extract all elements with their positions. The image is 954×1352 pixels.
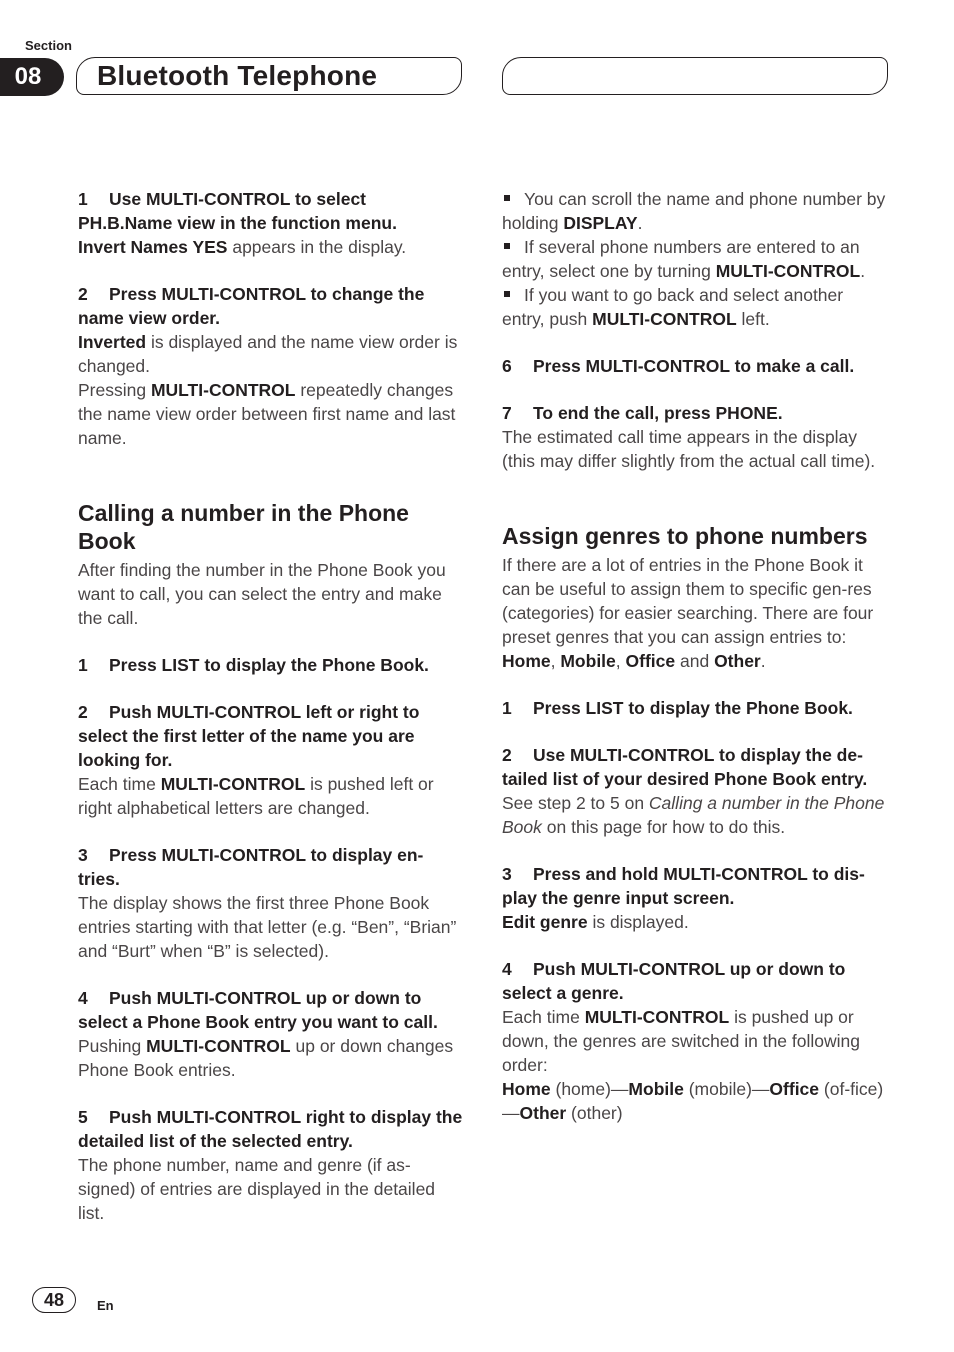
note-bullet-2: If several phone numbers are entered to an entry, select one by turning MULTI-CONTROL. xyxy=(502,237,866,281)
note-bullet-3: If you want to go back and select another entry, push MULTI-CONTROL left. xyxy=(502,285,844,329)
step-2-body: Inverted is displayed and the name view order is changed. xyxy=(78,332,458,376)
assign-intro: If there are a lot of entries in the Phone Book it can be useful to assign them to specific gen-res (categories) for easier searching. There are four preset genres that you can assign entries to: Home, Mobile, Office and Other. xyxy=(502,555,874,671)
heading-assign: Assign genres to phone numbers xyxy=(502,523,868,549)
page-title: Bluetooth Telephone xyxy=(76,57,462,95)
calling-step-4-body: Pushing MULTI-CONTROL up or down changes Phone Book entries. xyxy=(78,1036,454,1080)
section-number-badge: 08 xyxy=(0,58,64,96)
calling-step-5-heading: 5 Push MULTI-CONTROL right to display the detailed list of the selected entry. xyxy=(78,1107,463,1151)
note-bullet-1: You can scroll the name and phone number by holding DISPLAY. xyxy=(502,189,886,233)
assign-step-4-heading: 4 Push MULTI-CONTROL up or down to select a genre. xyxy=(502,959,846,1003)
calling-step-3-body: The display shows the first three Phone Book entries starting with that letter (e.g. “Ben”, “Brian” and “Burt” when “B” is selected). xyxy=(78,893,457,961)
left-column xyxy=(78,187,464,1225)
header-blank-box xyxy=(502,57,888,95)
calling-step-7-body: The estimated call time appears in the display (this may differ slightly from the actual call time). xyxy=(502,427,876,471)
step-1-body: Invert Names YES appears in the display. xyxy=(78,237,407,257)
assign-step-2-body: See step 2 to 5 on Calling a number in the Phone Book on this page for how to do this. xyxy=(502,793,885,837)
language-code: En xyxy=(97,1298,114,1313)
calling-step-2-heading: 2 Push MULTI-CONTROL left or right to select the first letter of the name you are looking for. xyxy=(78,702,420,770)
step-2-heading: 2 Press MULTI-CONTROL to change the name view order. xyxy=(78,284,425,328)
right-column xyxy=(502,187,888,1125)
bullet-square-icon xyxy=(504,291,510,297)
calling-step-5-body: The phone number, name and genre (if as-signed) of entries are displayed in the detailed list. xyxy=(78,1155,436,1223)
assign-step-3-body: Edit genre is displayed. xyxy=(502,912,689,932)
assign-step-4-body: Each time MULTI-CONTROL is pushed up or down, the genres are switched in the following order: xyxy=(502,1007,860,1075)
calling-step-4-heading: 4 Push MULTI-CONTROL up or down to select a Phone Book entry you want to call. xyxy=(78,988,438,1032)
step-2-body-2: Pressing MULTI-CONTROL repeatedly changes the name view order between first name and last name. xyxy=(78,380,456,448)
bullet-square-icon xyxy=(504,243,510,249)
calling-step-7-heading: 7 To end the call, press PHONE. xyxy=(502,403,783,423)
page-number: 48 xyxy=(32,1287,76,1313)
calling-step-6-heading: 6 Press MULTI-CONTROL to make a call. xyxy=(502,356,855,376)
heading-calling: Calling a number in the Phone Book xyxy=(78,500,409,554)
calling-step-1-heading: 1 Press LIST to display the Phone Book. xyxy=(78,655,429,675)
assign-step-2-heading: 2 Use MULTI-CONTROL to display the de-tailed list of your desired Phone Book entry. xyxy=(502,745,868,789)
genre-order: Home (home)—Mobile (mobile)—Office (of-fice)—Other (other) xyxy=(502,1079,884,1123)
step-1-heading: 1 Use MULTI-CONTROL to select PH.B.Name view in the function menu. xyxy=(78,189,397,233)
bullet-square-icon xyxy=(504,195,510,201)
calling-step-3-heading: 3 Press MULTI-CONTROL to display en-tries. xyxy=(78,845,424,889)
calling-intro: After finding the number in the Phone Book you want to call, you can select the entry and make the call. xyxy=(78,560,446,628)
assign-step-3-heading: 3 Press and hold MULTI-CONTROL to dis-play the genre input screen. xyxy=(502,864,865,908)
assign-step-1-heading: 1 Press LIST to display the Phone Book. xyxy=(502,698,853,718)
section-label: Section xyxy=(25,38,72,53)
calling-step-2-body: Each time MULTI-CONTROL is pushed left or right alphabetical letters are changed. xyxy=(78,774,434,818)
